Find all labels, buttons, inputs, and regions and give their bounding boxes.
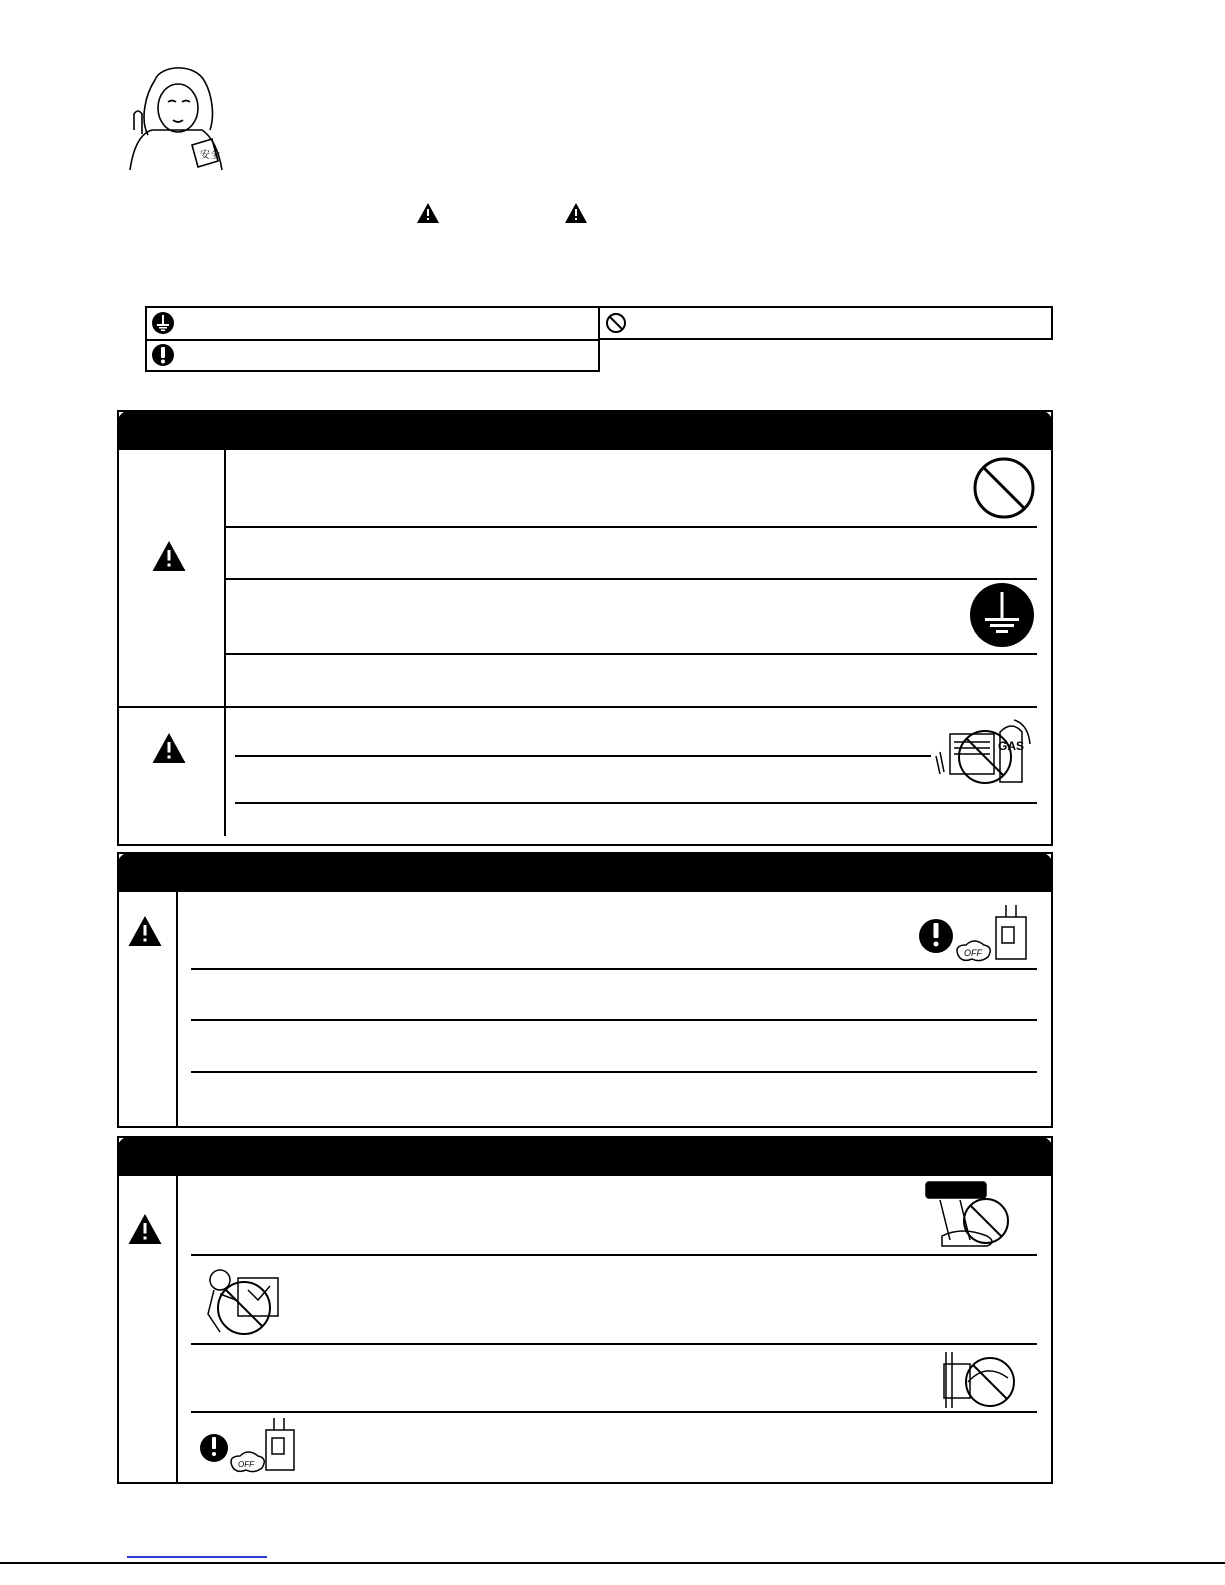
warning-triangle-icon xyxy=(152,541,186,571)
warning-triangle-icon xyxy=(128,1214,162,1244)
exclamation-icon xyxy=(151,343,175,367)
safety-section-2 xyxy=(117,852,1053,1128)
warning-triangle-icon xyxy=(152,733,186,763)
switch-off-breaker-illustration xyxy=(918,903,1038,965)
footer-link-underline xyxy=(127,1556,267,1558)
section-3-header xyxy=(117,1136,1053,1176)
off-label: OFF xyxy=(238,1460,254,1469)
switch-off-breaker-illustration xyxy=(198,1418,308,1478)
no-airflow-on-body-illustration xyxy=(920,1176,1035,1252)
no-gas-near-unit-illustration xyxy=(930,712,1035,792)
symbol-legend-table-right xyxy=(598,306,1053,340)
safety-mascot-illustration xyxy=(120,60,230,175)
warning-triangle-icon xyxy=(417,203,439,223)
prohibited-icon xyxy=(605,312,627,334)
section-1-header xyxy=(117,410,1053,450)
warning-triangle-icon xyxy=(565,203,587,223)
no-blocking-unit-illustration xyxy=(192,1264,297,1340)
warning-triangle-icon xyxy=(128,916,162,946)
symbol-legend-table xyxy=(145,306,600,372)
section-2-header xyxy=(117,852,1053,892)
gas-label: GAS xyxy=(998,739,1025,753)
mascot-sign-text: 安全 xyxy=(200,150,220,161)
ground-icon xyxy=(969,582,1035,648)
off-label: OFF xyxy=(964,948,982,958)
ground-icon xyxy=(151,311,175,335)
no-touch-switch-wet-hands-illustration xyxy=(938,1350,1030,1410)
page-bottom-rule xyxy=(0,1562,1225,1564)
prohibited-icon xyxy=(972,456,1036,520)
safety-section-1 xyxy=(117,410,1053,846)
